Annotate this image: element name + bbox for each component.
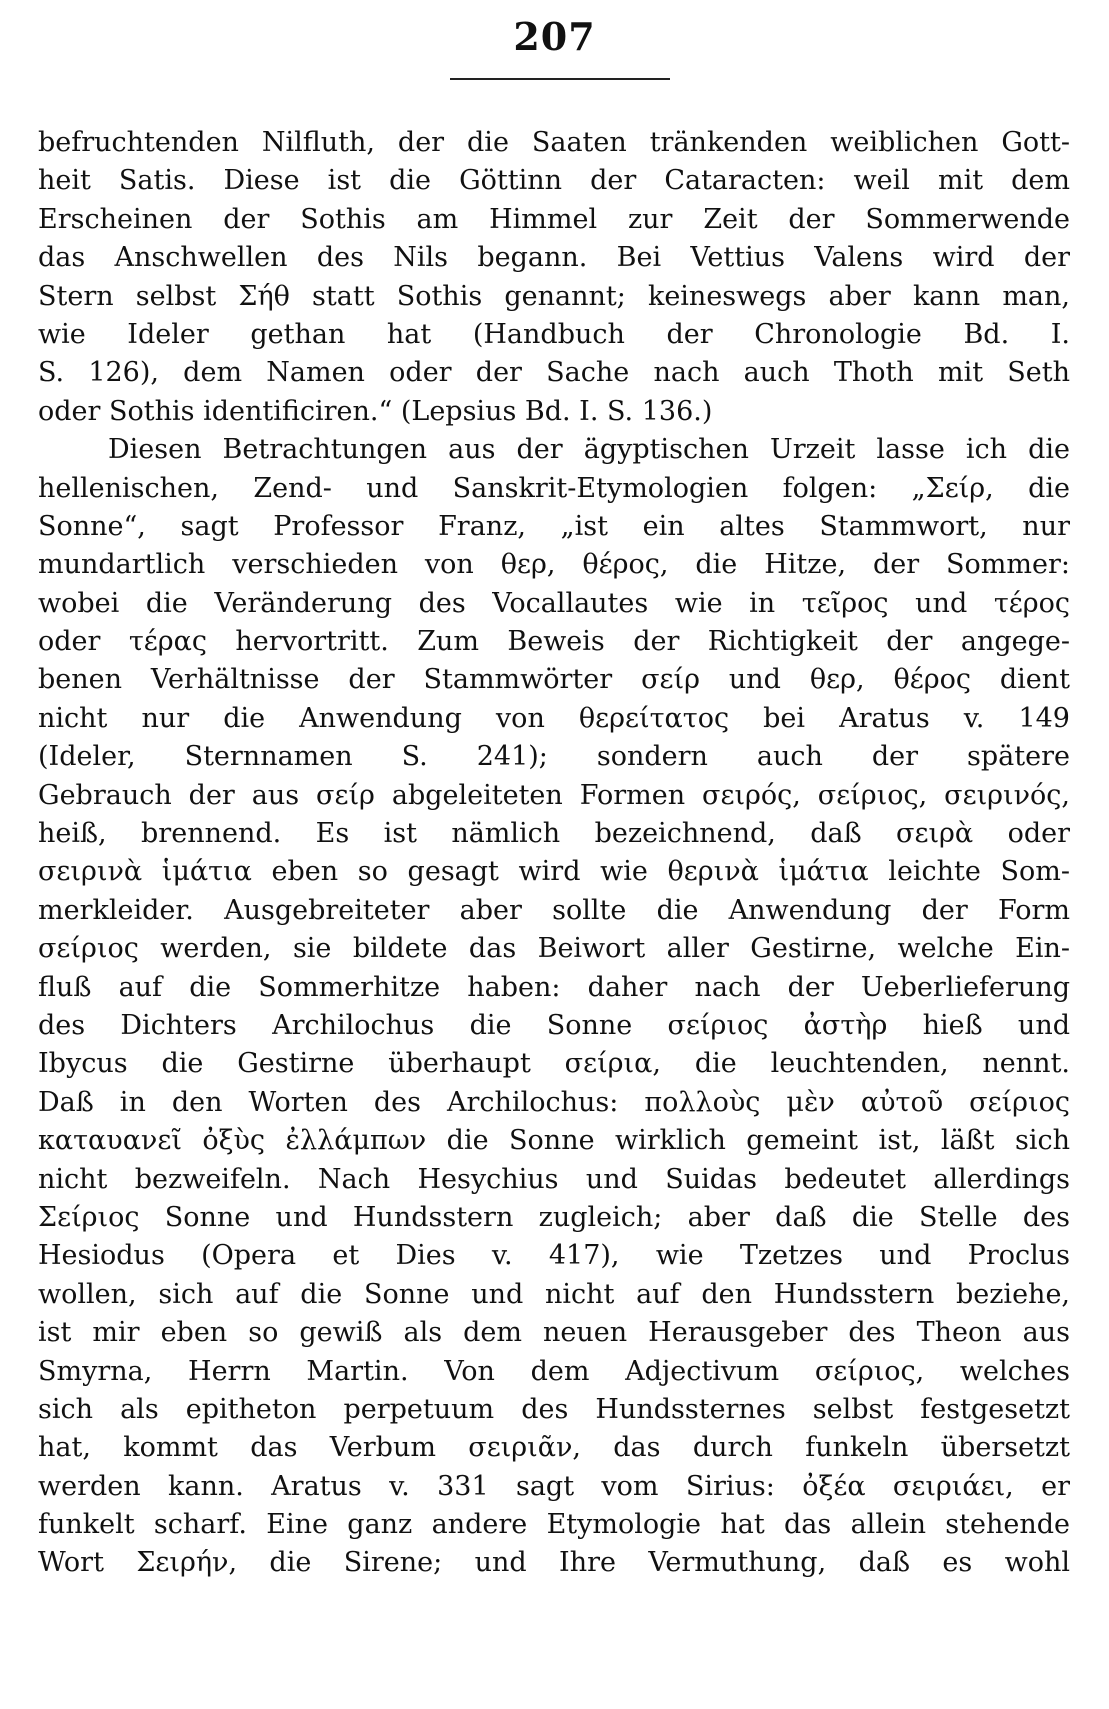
text-line: heiß, brennend. Es ist nämlich bezeichnend, daß σειρὰ oder: [38, 818, 1070, 850]
text-line: Gebrauch der aus σείρ abgeleiteten Formen σειρός, σείριος, σειρινός,: [38, 779, 1070, 811]
page-number: 207: [513, 14, 596, 59]
text-line: wobei die Veränderung des Vocallautes wie in τεῖρος und τέρος: [38, 587, 1070, 619]
text-line: hat, kommt das Verbum σειριᾶν, das durch funkeln übersetzt: [38, 1432, 1070, 1464]
text-line: oder τέρας hervortritt. Zum Beweis der Richtigkeit der angege-: [38, 626, 1070, 658]
body-text: [38, 124, 1070, 1583]
text-line: werden kann. Aratus v. 331 sagt vom Sirius: ὀξέα σειριάει, er: [38, 1470, 1070, 1502]
header-divider: [450, 78, 670, 80]
text-line: merkleider. Ausgebreiteter aber sollte die Anwendung der Form: [38, 894, 1070, 926]
text-line: wollen, sich auf die Sonne und nicht auf den Hundsstern beziehe,: [38, 1278, 1070, 1310]
text-line: des Dichters Archilochus die Sonne σείριος ἀστὴρ hieß und: [38, 1009, 1070, 1041]
text-line: σείριος werden, sie bildete das Beiwort aller Gestirne, welche Ein-: [38, 933, 1070, 965]
text-line: (Ideler, Sternnamen S. 241); sondern auch der spätere: [38, 741, 1070, 773]
text-line: fluß auf die Sommerhitze haben: daher nach der Ueberlieferung: [38, 971, 1070, 1003]
text-line: nicht nur die Anwendung von θερείτατος bei Aratus v. 149: [38, 702, 1070, 734]
text-line: Σείριος Sonne und Hundsstern zugleich; aber daß die Stelle des: [38, 1201, 1070, 1233]
text-line: befruchtenden Nilfluth, der die Saaten tränkenden weiblichen Gott-: [38, 127, 1070, 158]
text-line: S. 126), dem Namen oder der Sache nach auch Thoth mit Seth: [38, 357, 1070, 389]
text-line: Ibycus die Gestirne überhaupt σείρια, die leuchtenden, nennt.: [38, 1048, 1070, 1080]
text-line: oder Sothis identificiren.“ (Lepsius Bd. I. S. 136.): [38, 395, 713, 427]
text-line: Diesen Betrachtungen aus der ägyptischen Urzeit lasse ich die: [108, 434, 1070, 466]
text-line: Wort Σειρήν, die Sirene; und Ihre Vermuthung, daß es wohl: [38, 1547, 1070, 1579]
text-line: Hesiodus (Opera et Dies v. 417), wie Tzetzes und Proclus: [38, 1240, 1070, 1272]
text-line: Stern selbst Σήθ statt Sothis genannt; keineswegs aber kann man,: [38, 280, 1070, 312]
text-line: wie Ideler gethan hat (Handbuch der Chronologie Bd. I.: [38, 318, 1070, 350]
text-line: Daß in den Worten des Archilochus: πολλοὺς μὲν αὐτοῦ σείριος: [38, 1086, 1070, 1118]
text-line: mundartlich verschieden von θερ, θέρος, die Hitze, der Sommer:: [38, 549, 1070, 581]
text-line: hellenischen, Zend- und Sanskrit-Etymologien folgen: „Σείρ, die: [38, 472, 1070, 504]
text-line: Erscheinen der Sothis am Himmel zur Zeit der Sommerwende: [38, 203, 1070, 235]
text-line: σειρινὰ ἱμάτια eben so gesagt wird wie θερινὰ ἱμάτια leichte Som-: [38, 856, 1070, 888]
text-line: nicht bezweifeln. Nach Hesychius und Suidas bedeutet allerdings: [38, 1163, 1070, 1195]
text-line: Smyrna, Herrn Martin. Von dem Adjectivum σείριος, welches: [38, 1355, 1070, 1387]
text-line: ist mir eben so gewiß als dem neuen Herausgeber des Theon aus: [38, 1317, 1070, 1349]
text-line: καταυανεῖ ὀξὺς ἐλλάμπων die Sonne wirklich gemeint ist, läßt sich: [38, 1125, 1070, 1157]
text-line: Sonne“, sagt Professor Franz, „ist ein altes Stammwort, nur: [38, 510, 1070, 542]
text-line: sich als epitheton perpetuum des Hundssternes selbst festgesetzt: [38, 1393, 1070, 1425]
text-line: funkelt scharf. Eine ganz andere Etymologie hat das allein stehende: [38, 1509, 1070, 1541]
text-line: heit Satis. Diese ist die Göttinn der Cataracten: weil mit dem: [38, 165, 1070, 197]
text-line: das Anschwellen des Nils begann. Bei Vettius Valens wird der: [38, 242, 1070, 274]
text-line: benen Verhältnisse der Stammwörter σείρ und θερ, θέρος dient: [38, 664, 1070, 696]
